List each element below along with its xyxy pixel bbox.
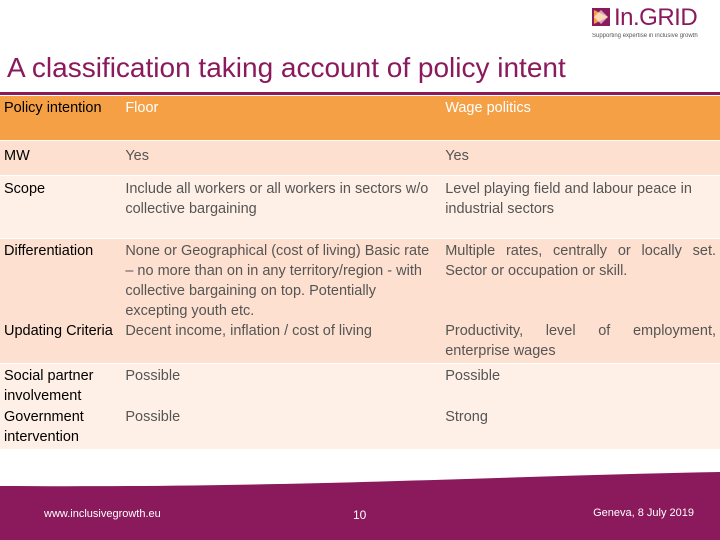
header-wage-politics: Wage politics	[441, 96, 720, 141]
floor-cell: Yes	[121, 141, 441, 176]
row-label: Scope	[0, 176, 121, 239]
table-row	[0, 364, 720, 450]
wage-cell: Yes	[441, 141, 720, 176]
ingrid-mark-icon	[592, 8, 610, 26]
logo-brand: In.GRID	[614, 4, 698, 31]
row-label-text: Updating Criteria	[4, 323, 113, 339]
row-label	[0, 239, 121, 364]
page-number: 10	[353, 508, 367, 522]
row-label-text: Differentiation	[4, 243, 94, 259]
footer-url[interactable]: www.inclusivegrowth.eu	[44, 508, 161, 520]
table-row	[0, 176, 720, 239]
wage-text: Multiple rates, centrally or locally set. Sector or occupation or skill.	[445, 243, 716, 279]
wage-cell: Level playing field and labour peace in industrial sectors	[441, 176, 720, 239]
header-policy-intention: Policy intention	[0, 96, 121, 141]
classification-table	[0, 96, 720, 450]
wage-text: Strong	[445, 409, 488, 425]
table-row	[0, 141, 720, 176]
floor-text: Possible	[125, 409, 181, 425]
floor-text: Decent income, inflation / cost of living	[125, 323, 372, 339]
row-label: MW	[0, 141, 121, 176]
floor-text: Possible	[125, 368, 181, 384]
floor-cell	[121, 239, 441, 364]
wage-text: Possible	[445, 368, 501, 384]
page-title: A classification taking account of policy intent	[7, 52, 566, 83]
table-header-row	[0, 96, 720, 141]
wage-text: Productivity, level of employment, enterprise wages	[445, 323, 716, 359]
logo-tagline: Supporting expertise in inclusive growth	[592, 33, 698, 39]
floor-cell: Include all workers or all workers in sectors w/o collective bargaining	[121, 176, 441, 239]
table-row	[0, 239, 720, 364]
wage-cell	[441, 239, 720, 364]
floor-cell	[121, 364, 441, 450]
row-label	[0, 364, 121, 450]
header-floor: Floor	[121, 96, 441, 141]
footer-date: Geneva, 8 July 2019	[593, 507, 694, 519]
wage-cell	[441, 364, 720, 450]
footer-bar	[0, 466, 720, 540]
ingrid-logo	[592, 6, 714, 46]
row-label-text: Social partner involvement	[4, 368, 94, 404]
title-divider	[0, 92, 720, 95]
footer-curve-decoration	[0, 466, 720, 540]
row-label-text: Government intervention	[4, 409, 84, 445]
floor-text: None or Geographical (cost of living) Basic rate – no more than on in any territory/region - with collective bargaining on top. Potentially excepting youth etc.	[125, 243, 430, 319]
